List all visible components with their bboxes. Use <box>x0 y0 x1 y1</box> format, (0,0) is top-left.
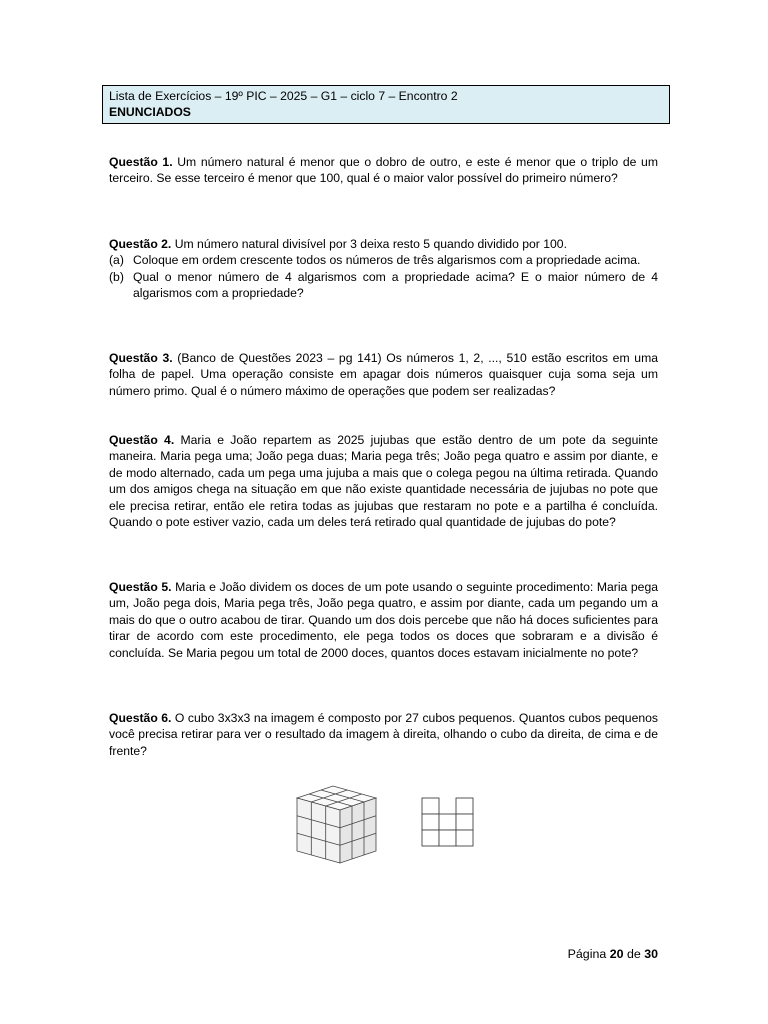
question-1-label: Questão 1. <box>109 155 173 169</box>
question-4 <box>109 432 658 530</box>
of-word: de <box>626 947 641 961</box>
header-subtitle: ENUNCIADOS <box>109 105 191 119</box>
question-5-text: Maria e João dividem os doces de um pote usando o seguinte procedimento: Maria pega um, João pega dois, Maria pega três, João pega quatro, e assim por diante, cada um pegando um a mais do que o outro acabou de tirar. Quando um dos dois percebe que não há doces suficientes para tirar de acordo com este procedimento, ele pega todos os doces que sobraram e a divisão é concluída. Se Maria pegou um total de 2000 doces, quantos doces estavam inicialmente no pote? <box>109 580 659 660</box>
result-view-figure <box>420 796 476 848</box>
question-3-label: Questão 3. <box>109 351 173 365</box>
total-pages: 30 <box>644 947 658 961</box>
question-3 <box>109 350 658 399</box>
question-1-text: Um número natural é menor que o dobro de outro, e este é menor que o triplo de um terceiro. Se esse terceiro é menor que 100, qual é o maior valor possível do primeiro número? <box>109 155 658 186</box>
question-5-label: Questão 5. <box>109 580 172 594</box>
question-6-text: O cubo 3x3x3 na imagem é composto por 27 cubos pequenos. Quantos cubos pequenos você precisa retirar para ver o resultado da imagem à direita, olhando o cubo da direita, de cima e de frente? <box>109 711 658 758</box>
item-a-label: (a) <box>109 253 124 268</box>
item-a-text: Coloque em ordem crescente todos os números de três algarismos com a propriedade acima. <box>133 253 641 268</box>
question-6 <box>109 710 658 759</box>
question-2-text: Um número natural divisível por 3 deixa resto 5 quando dividido por 100. <box>174 237 567 251</box>
question-2-item-b <box>109 269 658 302</box>
question-2-label: Questão 2. <box>109 237 172 251</box>
header-title: Lista de Exercícios – 19º PIC – 2025 – G1 – ciclo 7 – Encontro 2 <box>109 89 458 103</box>
question-2 <box>109 236 658 302</box>
cube-3x3x3-figure <box>292 780 382 870</box>
question-1 <box>109 154 658 187</box>
page-word: Página <box>567 947 607 961</box>
question-3-text: (Banco de Questões 2023 – pg 141) Os números 1, 2, ..., 510 estão escritos em uma folha de papel. Uma operação consiste em apagar dois números quaisquer cuja soma seja um número primo. Qual é o número máximo de operações que podem ser realizadas? <box>109 351 659 398</box>
header-box <box>102 85 670 124</box>
item-b-text: Qual o menor número de 4 algarismos com a propriedade acima? E o maior número de 4 algarismos com a propriedade? <box>133 269 658 301</box>
page-footer <box>568 946 658 962</box>
item-b-label: (b) <box>109 269 124 284</box>
page-number: 20 <box>609 947 624 961</box>
question-4-label: Questão 4. <box>109 433 175 447</box>
question-2-item-a <box>109 252 658 268</box>
question-6-label: Questão 6. <box>109 711 172 725</box>
question-4-text: Maria e João repartem as 2025 jujubas que estão dentro de um pote da seguinte maneira. Maria pega uma; João pega duas; Maria pega três; João pega quatro e assim por diante, e de modo alternado, cada um pega uma jujuba a mais que o colega pegou na última retirada. Quando um dos amigos chega na situação em que não existe quantidade necessária de jujubas no pote que ele precisa retirar, então ele retira todas as jujubas que restaram no pote e a partilha é concluída. Quando o pote estiver vazio, cada um deles terá retirado qual quantidade de jujubas do pote? <box>109 433 659 530</box>
question-5 <box>109 579 658 661</box>
